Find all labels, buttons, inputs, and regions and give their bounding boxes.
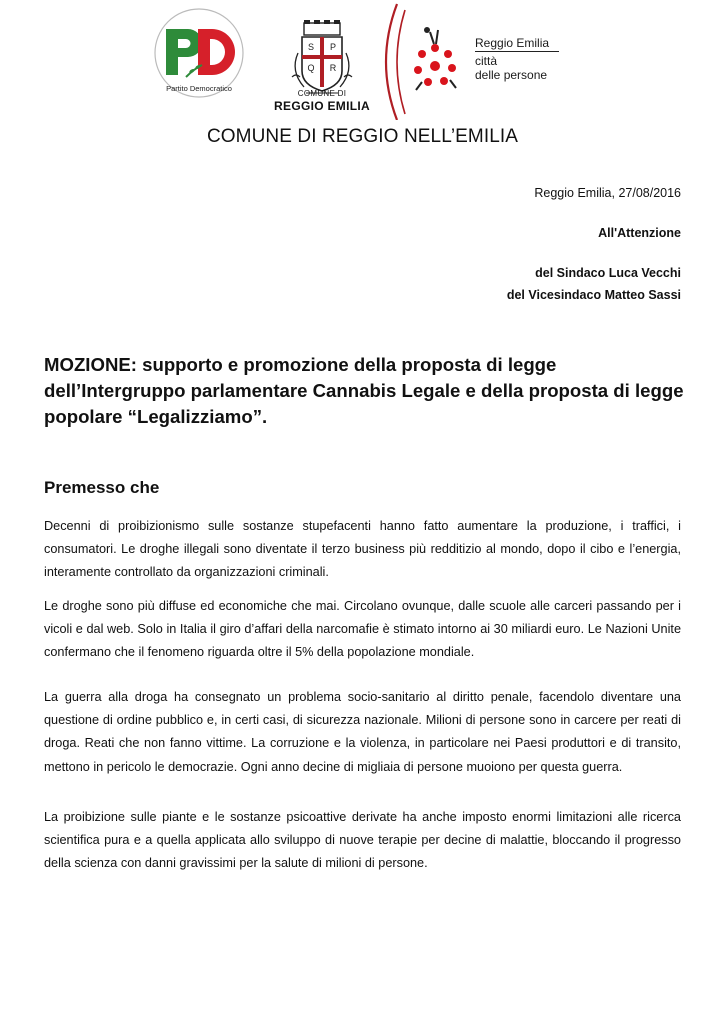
paragraph-4: La proibizione sulle piante e le sostanze psicoattive derivate ha anche imposto enormi limitazioni alle ricerca scientifica pura e a quella applicata allo sviluppo di nuove terapie per decine di malattie, bloccando il progresso della scienza con danni gravissimi per la salute di milioni di persone. xyxy=(44,810,681,871)
recipient-sindaco: del Sindaco Luca Vecchi xyxy=(535,266,681,280)
shield-letter-p: P xyxy=(329,42,337,52)
comune-caption-line1: COMUNE DI xyxy=(297,89,347,98)
attention-line: All'Attenzione xyxy=(598,226,681,240)
paragraph-2: Le droghe sono più diffuse ed economiche che mai. Circolano ovunque, dalle scuole alle carceri passando per i vicoli e dal web. Solo in Italia il giro d’affari della narcomafie è stimato intorno ai 30 miliardi euro. Le Nazioni Unite confermano che il fenomeno riguarda oltre il 5% della popolazione mondiale. xyxy=(44,599,681,660)
shield-letter-q: Q xyxy=(307,63,315,73)
recipient-vicesindaco: del Vicesindaco Matteo Sassi xyxy=(506,288,681,302)
partito-democratico-logo xyxy=(146,7,252,99)
re-line1: Reggio Emilia xyxy=(475,36,550,50)
document-title: COMUNE DI REGGIO NELL’EMILIA xyxy=(206,126,519,147)
shield-letter-r: R xyxy=(329,63,337,73)
paragraph-3: La guerra alla droga ha consegnato un problema socio-sanitario al diritto penale, facendolo diventare una questione di ordine pubblico e, in certi casi, di sicurezza nazionale. Milioni di persone sono in carcere per reati di droga. Reati che non fanno vittime. La corruzione e la violenza, in particolare nei Paesi produttori e di transito, mettono in pericolo le democrazie. Ogni anno decine di migliaia di persone muoiono per questa guerra. xyxy=(44,690,681,774)
shield-letter-s: S xyxy=(307,42,315,52)
re-divider xyxy=(475,51,559,52)
reggio-emilia-tagline xyxy=(475,36,559,82)
re-line3: delle persone xyxy=(475,68,548,82)
document-date: Reggio Emilia, 27/08/2016 xyxy=(534,186,681,200)
comune-caption xyxy=(274,88,370,112)
paragraph-1: Decenni di proibizionismo sulle sostanze stupefacenti hanno fatto aumentare la produzione, i traffici, i consumatori. Le droghe illegali sono diventate il terzo business più redditizio al mondo, dopo il cibo e l’energia, interamente controllato da organizzazioni criminali. xyxy=(44,519,681,580)
comune-caption-line2: REGGIO EMILIA xyxy=(274,99,370,113)
mozione-title: MOZIONE: supporto e promozione della proposta di legge dell’Intergruppo parlamentare Cannabis Legale e della proposta di legge popolare “Legalizziamo”. xyxy=(44,354,684,427)
re-line2: città xyxy=(475,54,498,68)
section-heading: Premesso che xyxy=(44,478,160,497)
pd-caption: Partito Democratico xyxy=(166,84,232,93)
